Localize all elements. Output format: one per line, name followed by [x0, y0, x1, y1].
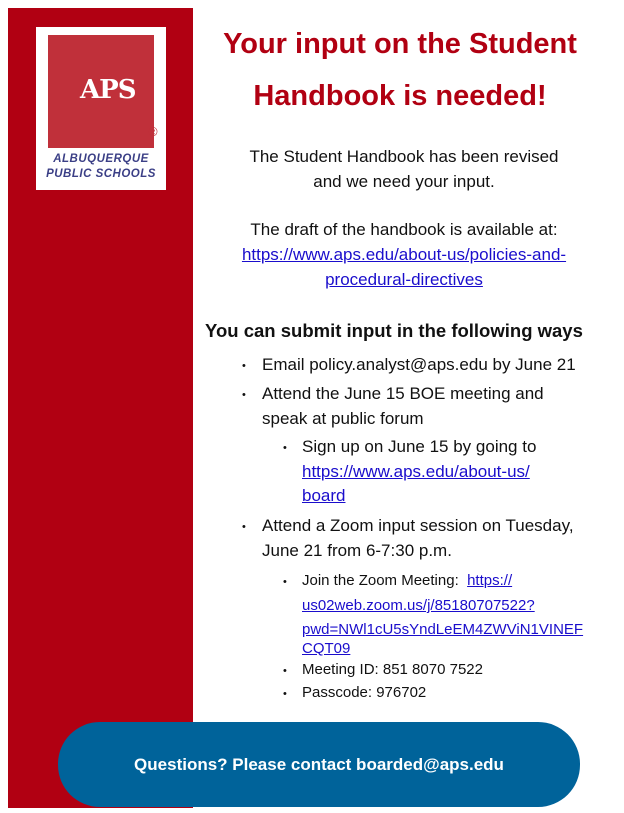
intro-line1: The Student Handbook has been revised: [249, 147, 559, 166]
bullet-icon: •: [283, 665, 287, 677]
contact-text: Questions? Please contact boarded@aps.edu: [134, 754, 504, 774]
ways-heading: You can submit input in the following ways: [205, 320, 583, 341]
logo-mark: APS: [80, 75, 136, 105]
bullet-icon: •: [242, 389, 246, 401]
draft-link[interactable]: https://www.aps.edu/about-us/policies-and-: [241, 245, 567, 264]
draft-label: The draft of the handbook is available at:: [250, 220, 558, 239]
bullet-icon: •: [242, 360, 246, 372]
email-item: Email policy.analyst@aps.edu by June 21: [262, 355, 576, 374]
board-link[interactable]: https://www.aps.edu/about-us/: [302, 462, 530, 481]
bullet-icon: •: [283, 576, 287, 588]
logo-text-line2: PUBLIC SCHOOLS: [46, 168, 156, 180]
bullet-icon: •: [242, 521, 246, 533]
draft-link-cont[interactable]: procedural-directives: [325, 270, 483, 289]
board-link-cont[interactable]: board: [302, 486, 346, 505]
zoom-item-line2: June 21 from 6-7:30 p.m.: [262, 541, 452, 560]
bullet-icon: •: [283, 442, 287, 454]
zoom-link[interactable]: https://: [467, 572, 513, 589]
zoom-link-cont3[interactable]: CQT09: [302, 640, 351, 657]
join-label: Join the Zoom Meeting:: [302, 572, 459, 589]
bullet-icon: •: [283, 688, 287, 700]
boe-item-line2: speak at public forum: [262, 409, 424, 428]
intro-line2: and we need your input.: [313, 172, 495, 191]
aps-logo: [36, 27, 166, 190]
logo-text-line1: ALBUQUERQUE: [53, 153, 149, 165]
title-line2: Handbook is needed!: [253, 80, 547, 112]
title-line1: Your input on the Student: [223, 28, 577, 60]
zoom-link-cont2[interactable]: pwd=NWl1cU5sYndLeEM4ZWViN1VINEF: [302, 621, 584, 638]
registered-mark: ®: [148, 124, 158, 139]
zoom-item-line1: Attend a Zoom input session on Tuesday,: [262, 516, 574, 535]
zoom-link-cont1[interactable]: us02web.zoom.us/j/85180707522?: [302, 597, 535, 614]
passcode: Passcode: 976702: [302, 684, 427, 701]
meeting-id: Meeting ID: 851 8070 7522: [302, 661, 483, 678]
contact-banner: [58, 722, 580, 807]
boe-item-line1: Attend the June 15 BOE meeting and: [262, 384, 544, 403]
signup-text: Sign up on June 15 by going to: [302, 437, 537, 456]
